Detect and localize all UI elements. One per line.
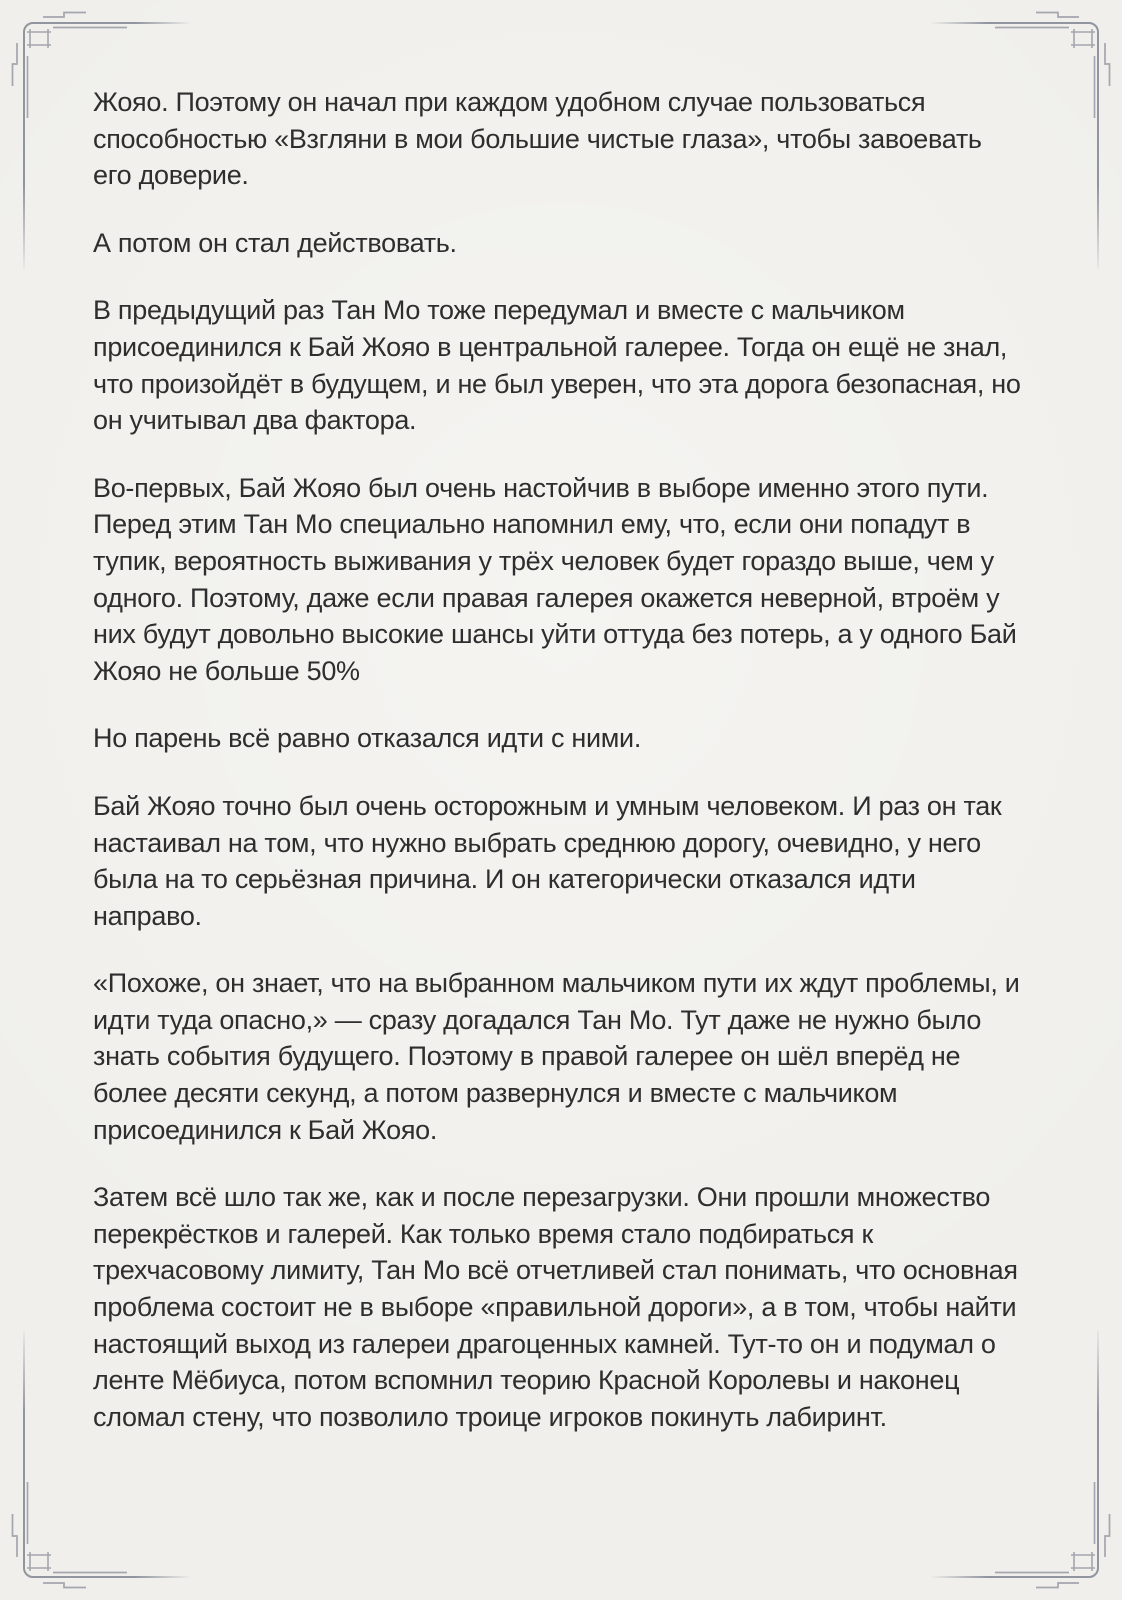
paragraph: «Похоже, он знает, что на выбранном мальчиком пути их ждут проблемы, и идти туда опасно,» — сразу догадался Тан Мо. Тут даже не нужно было знать события будущего. Поэтому в правой галерее он шёл вперёд не более десяти секунд, а потом развернулся и вместе с мальчиком присоединился к Бай Жояо. [93,968,1020,1145]
paragraph: Затем всё шло так же, как и после перезагрузки. Они прошли множество перекрёстков и галерей. Как только время стало подбираться к трехчасовому лимиту, Тан Мо всё отчетливей стал понимать, что основная проблема состоит не в выборе «правильной дороги», а в том, чтобы найти настоящий выход из галереи драгоценных камней. Тут-то он и подумал о ленте Мёбиуса, потом вспомнил теорию Красной Королевы и наконец сломал стену, что позволило троице игроков покинуть лабиринт. [93,1182,1018,1432]
paragraph: Бай Жояо точно был очень осторожным и умным человеком. И раз он так настаивал на том, что нужно выбрать среднюю дорогу, очевидно, у него была на то серьёзная причина. И он категорически отказался идти направо. [93,790,1002,931]
paragraph: Во-первых, Бай Жояо был очень настойчив в выборе именно этого пути. Перед этим Тан Мо специально напомнил ему, что, если они попадут в тупик, вероятность выживания у трёх человек будет гораздо выше, чем у одного. Поэтому, даже если правая галерея окажется неверной, втроём у них будут довольно высокие шансы уйти оттуда без потерь, а у одного Бай Жояо не больше 50% [93,472,1017,686]
corner-square-glyph [27,29,51,48]
corner-square-glyph [1071,1552,1095,1571]
corner-square-glyph [27,1552,51,1571]
page-text [93,84,1021,1466]
paragraph: А потом он стал действовать. [93,227,457,258]
corner-square-glyph [1071,29,1095,48]
paragraph: В предыдущий раз Тан Мо тоже передумал и вместе с мальчиком присоединился к Бай Жояо в центральной галерее. Тогда он ещё не знал, что произойдёт в будущем, и не был уверен, что эта дорога безопасная, но он учитывал два фактора. [93,295,1021,436]
paragraph: Но парень всё равно отказался идти с ними. [93,723,642,754]
paragraph: Жояо. Поэтому он начал при каждом удобном случае пользоваться способностью «Взгляни в мои большие чистые глаза», чтобы завоевать его доверие. [93,87,982,191]
